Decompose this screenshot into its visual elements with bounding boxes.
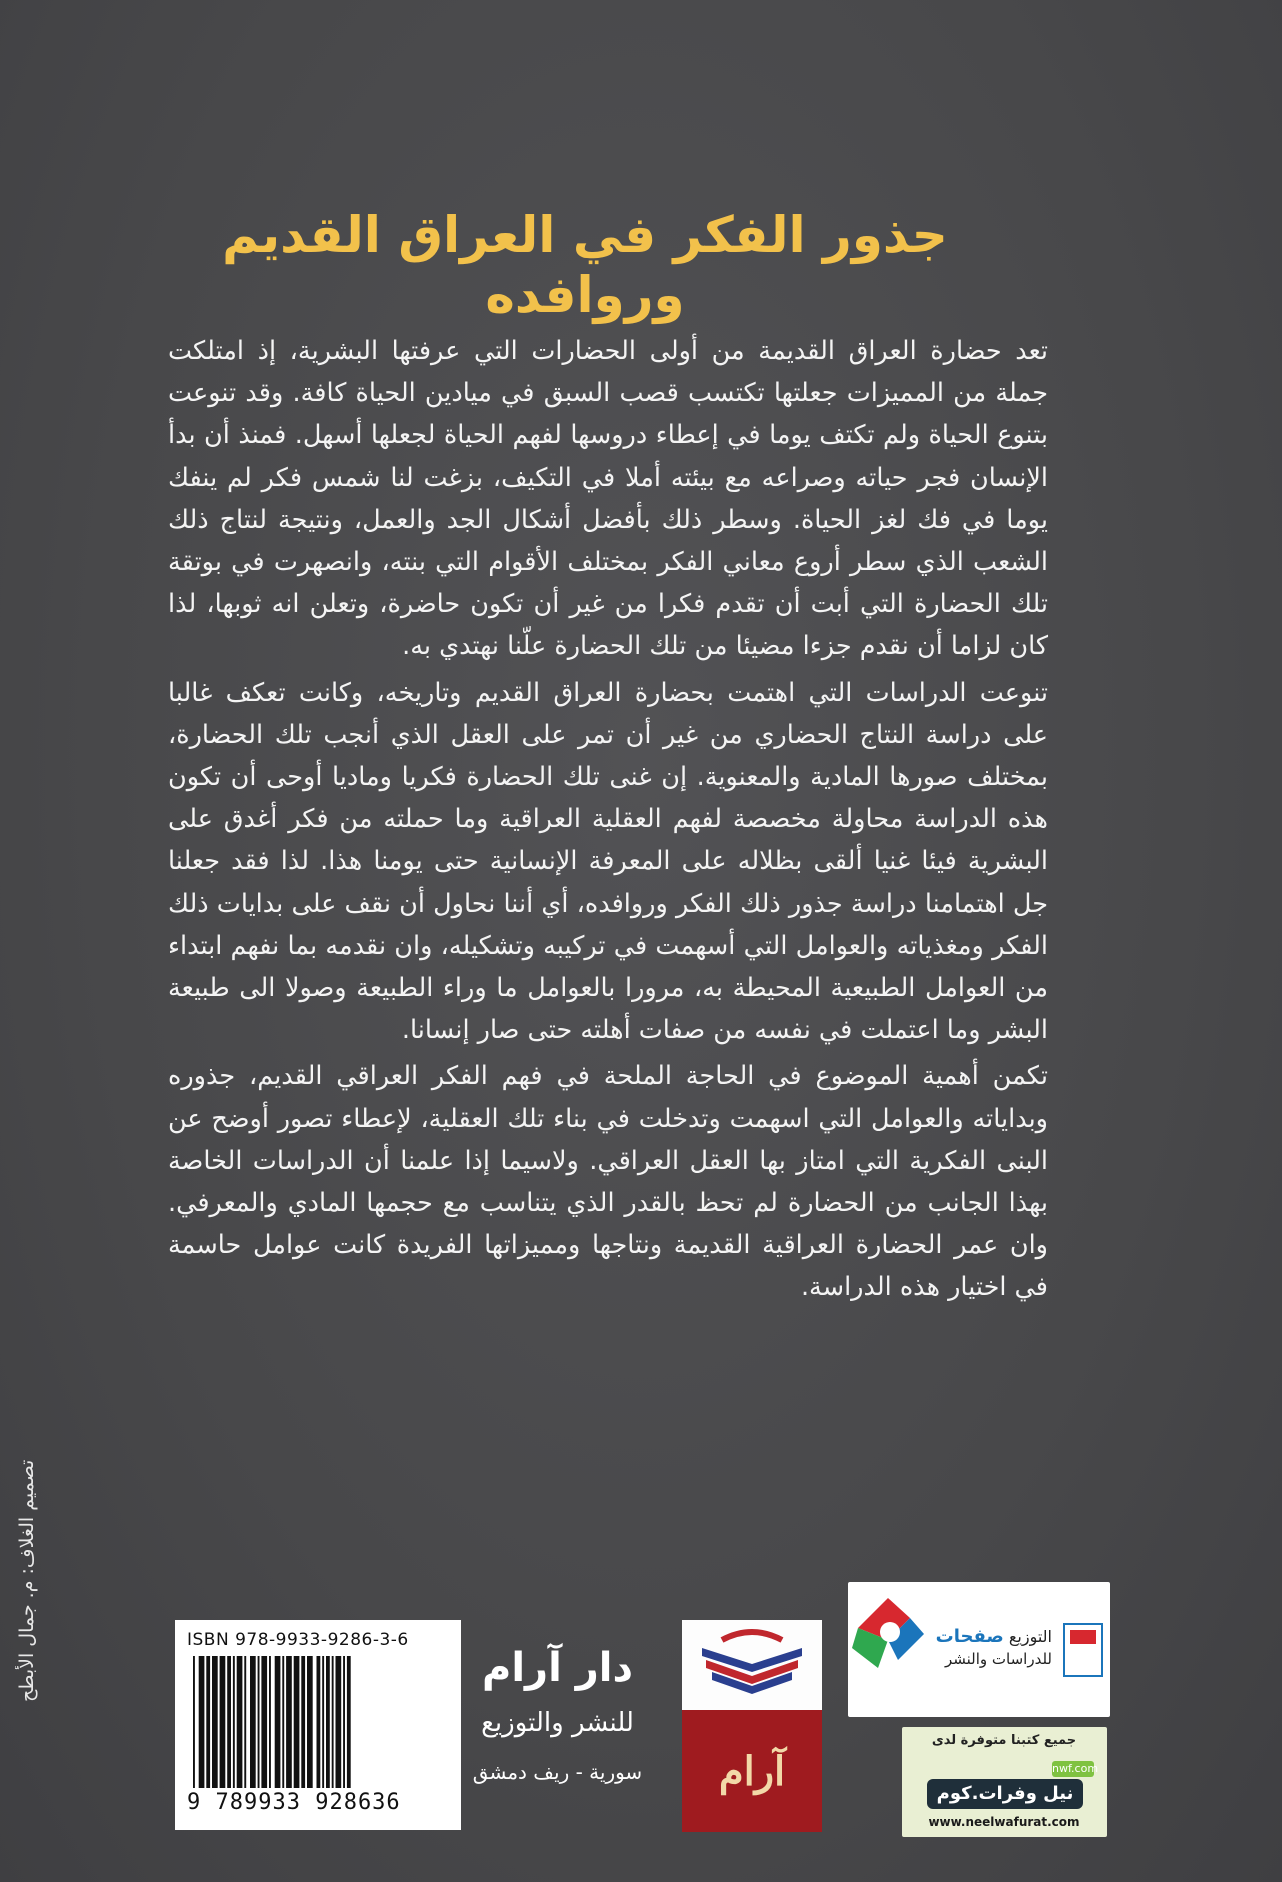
isbn-barcode — [175, 1620, 461, 1830]
barcode-bar — [212, 1656, 218, 1788]
blurb-paragraph-2: تنوعت الدراسات التي اهتمت بحضارة العراق القديم وتاريخه، وكانت تعكف غالبا على دراسة النتاج الحضاري من غير أن تمر على العقل الذي أنجب تلك الحضارة، بمختلف صورها المادية والمعنوية. إن غنى تلك الحضارة فكريا وماديا أوحى أن تكون هذه الدراسة محاولة مخصصة لفهم العقلية العراقية وما حملته من فكر أغدق على البشرية فيئا غنيا ألقى بظلاله على المعرفة الإنسانية حتى يومنا هذا. لذا فقد جعلنا جل اهتمامنا دراسة جذور ذلك الفكر وروافده، أي أننا نحاول أن نقف على بدايات ذلك الفكر ومغذياته والعوامل التي أسهمت في تركيبه وتشكيله، وان نقدمه بما نفهم ابتداء من العوامل الطبيعية المحيطة به، مرورا بالعوامل ما وراء الطبيعة وصولا الى طبيعة البشر وما اعتملت في نفسه من صفات أهلته حتى صار إنسانا. — [168, 677, 1048, 1046]
retailer-url: www.neelwafurat.com — [928, 1815, 1080, 1829]
retailer-top-text: جميع كتبنا متوفرة لدى — [931, 1733, 1077, 1748]
barcode-bar — [269, 1656, 271, 1788]
barcode-bar — [206, 1656, 210, 1788]
publisher-subtitle: للنشر والتوزيع — [481, 1708, 634, 1738]
barcode-bar — [250, 1656, 256, 1788]
retailer-logo — [902, 1727, 1107, 1837]
barcode-bar — [227, 1656, 231, 1788]
retailer-tag: nwf.com — [1052, 1762, 1099, 1775]
blurb — [168, 330, 1048, 1313]
barcode-bar — [193, 1656, 195, 1788]
blurb-paragraph-3: تكمن أهمية الموضوع في الحاجة الملحة في فهم الفكر العراقي القديم، جذوره وبداياته والعوامل التي اسهمت وتدخلت في بناء تلك العقلية، لإعطاء تصور أوضح عن البنى الفكرية التي امتاز بها العقل العراقي. ولاسيما إذا علمنا أن الدراسات الخاصة بهذا الجانب من الحضارة لم تحظ بالقدر الذي يتناسب مع حجمها المادي والمعرفي. وان عمر الحضارة العراقية القديمة ونتاجها ومميزاتها الفريدة كانت عوامل حاسمة في اختيار هذه الدراسة. — [168, 1061, 1048, 1303]
aram-logo — [682, 1620, 822, 1832]
retailer-badge: نيل وفرات.كوم — [927, 1779, 1083, 1809]
distributor-prefix: التوزيع — [1008, 1627, 1052, 1646]
book-title: جذور الفكر في العراق القديم وروافده — [222, 206, 948, 324]
distributor-line-1 — [922, 1626, 1052, 1647]
publisher-name: دار آرام — [482, 1645, 633, 1691]
barcode-bar — [301, 1656, 305, 1788]
barcode-bar — [317, 1656, 321, 1788]
barcode-bar — [244, 1656, 246, 1788]
safahat-side-icon — [1060, 1620, 1106, 1680]
distributor-line-2: للدراسات والنشر — [944, 1650, 1052, 1668]
aram-logo-word: آرام — [718, 1748, 786, 1795]
barcode-bar — [294, 1656, 300, 1788]
barcode-bar — [336, 1656, 342, 1788]
barcode-bar — [307, 1656, 313, 1788]
barcode-bar — [199, 1656, 205, 1788]
barcode-bar — [326, 1656, 330, 1788]
barcode-bar — [343, 1656, 345, 1788]
barcode-bar — [233, 1656, 235, 1788]
publisher-location: سورية - ريف دمشق — [472, 1760, 643, 1784]
cover-designer-credit: تصميم الغلاف: م. جمال الأبطح — [16, 1460, 38, 1703]
blurb-paragraph-1: تعد حضارة العراق القديمة من أولى الحضارات التي عرفتها البشرية، إذ امتلكت جملة من المميزات جعلتها تكتسب قصب السبق في ميادين الحياة كافة. وقد تنوعت بتنوع الحياة ولم تكتف يوما في إعطاء دروسها لفهم الحياة لجعلها أسهل. فمنذ أن بدأ الإنسان فجر حياته وصراعه مع بيئته أملا في التكيف، بزغت لنا شمس فكر لم ينفك يوما في فك لغز الحياة. وسطر ذلك بأفضل أشكال الجد والعمل، ونتيجة لنتاج ذلك الشعب الذي سطر أروع معاني الفكر بمختلف الأقوام التي بنته، وانصهرت في بوتقة تلك الحضارة التي أبت أن تقدم فكرا من غير أن تكون حاضرة، وتعلن انه ثوبها، لذا كان لزاما أن نقدم جزءا مضيئا من تلك الحضارة علّنا نهتدي به. — [168, 336, 1048, 662]
open-book-icon — [682, 1620, 822, 1712]
distributor-brand: صفحات — [935, 1626, 1004, 1647]
barcode-bar — [332, 1656, 334, 1788]
barcode-bar — [286, 1656, 292, 1788]
barcode-bars — [187, 1656, 449, 1788]
barcode-bar — [258, 1656, 260, 1788]
barcode-bar — [261, 1656, 267, 1788]
barcode-digits: 9 789933 928636 — [187, 1790, 401, 1815]
barcode-bar — [220, 1656, 226, 1788]
barcode-bar — [282, 1656, 284, 1788]
safahat-emblem-icon — [848, 1588, 928, 1678]
barcode-bar — [322, 1656, 324, 1788]
distributor-logo — [848, 1582, 1110, 1717]
barcode-bar — [275, 1656, 281, 1788]
isbn-label: ISBN 978-9933-9286-3-6 — [187, 1630, 409, 1650]
barcode-bar — [347, 1656, 351, 1788]
barcode-bar — [237, 1656, 243, 1788]
